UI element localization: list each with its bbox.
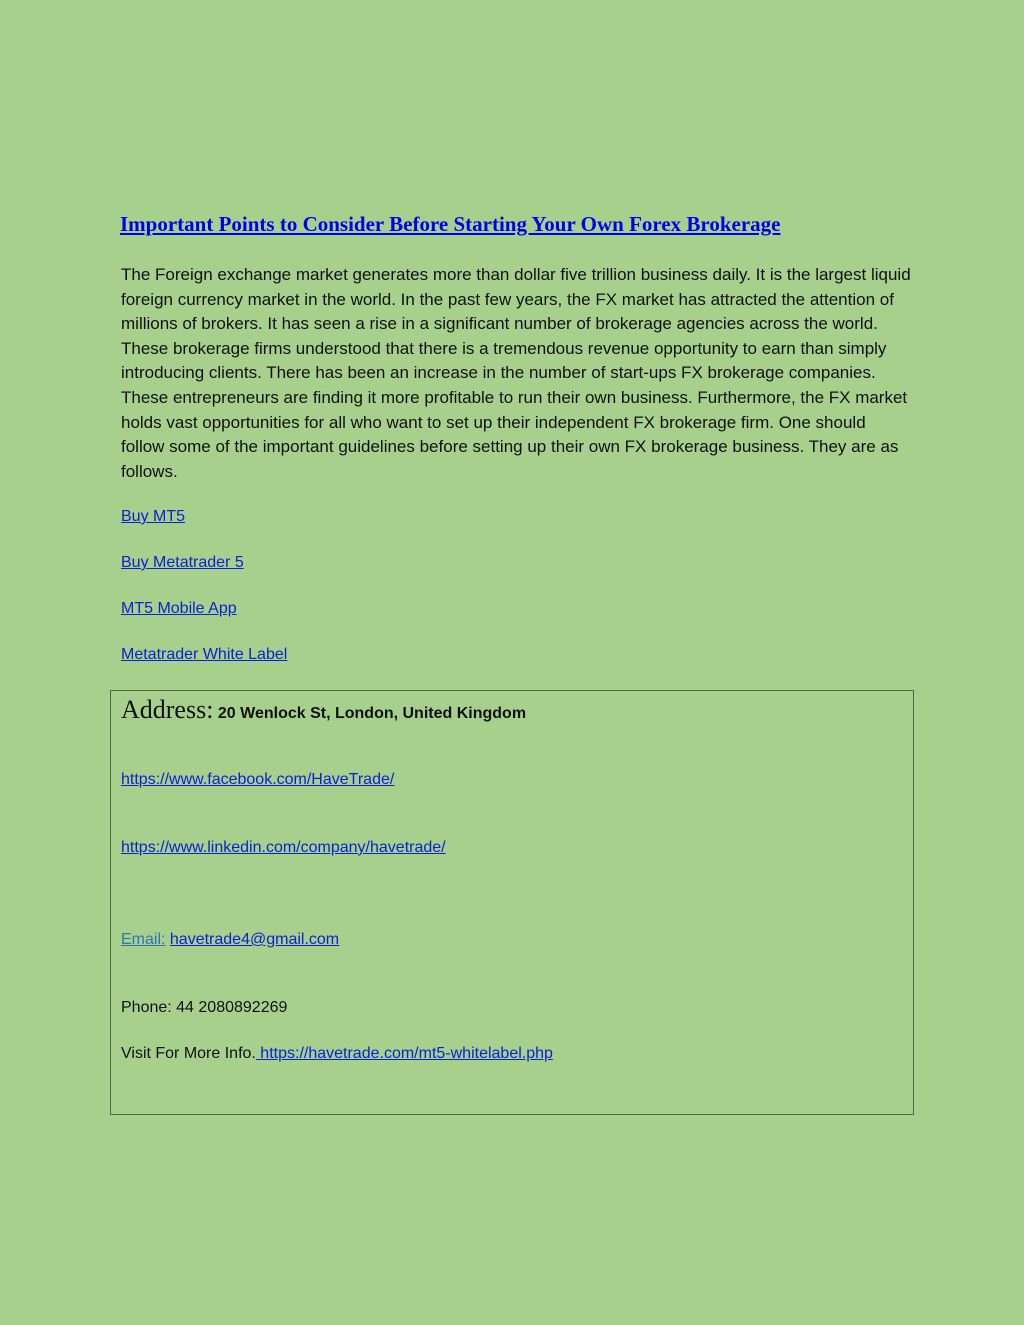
facebook-row [121, 771, 394, 789]
address-label: Address: [121, 695, 214, 724]
linkedin-link[interactable]: https://www.linkedin.com/company/havetrade/ [121, 839, 446, 856]
metatrader-white-label-link[interactable]: Metatrader White Label [121, 646, 288, 663]
buy-mt5-link[interactable]: Buy MT5 [121, 508, 186, 525]
buy-metatrader-5-link[interactable]: Buy Metatrader 5 [121, 554, 244, 571]
contact-box [110, 690, 914, 1115]
visit-row [121, 1045, 553, 1063]
mt5-mobile-app-link[interactable]: MT5 Mobile App [121, 600, 237, 617]
page-title[interactable]: Important Points to Consider Before Starting Your Own Forex Brokerage [120, 212, 781, 236]
email-link[interactable]: havetrade4@gmail.com [169, 931, 340, 948]
email-row [121, 931, 339, 949]
address-value: 20 Wenlock St, London, United Kingdom [217, 705, 527, 722]
phone-row: Phone: 44 2080892269 [121, 999, 288, 1016]
body-paragraph: The Foreign exchange market generates more than dollar five trillion business daily. It is the largest liquid foreign currency market in the world. In the past few years, the FX market has attracted the attention of millions of brokers. It has seen a rise in a significant number of brokerage agencies across the world. These brokerage firms understood that there is a tremendous revenue opportunity to earn than simply introducing clients. There has been an increase in the number of start-ups FX brokerage companies. These entrepreneurs are finding it more profitable to run their own business. Furthermore, the FX market holds vast opportunities for all who want to set up their independent FX brokerage firm. One should follow some of the important guidelines before setting up their own FX brokerage business. They are as follows. [121, 265, 911, 481]
address-row [121, 695, 526, 725]
email-label[interactable]: Email: [121, 931, 166, 948]
visit-label: Visit For More Info. [121, 1045, 256, 1062]
linkedin-row [121, 839, 446, 857]
facebook-link[interactable]: https://www.facebook.com/HaveTrade/ [121, 771, 395, 788]
visit-url-link[interactable]: https://havetrade.com/mt5-whitelabel.php [255, 1045, 553, 1062]
